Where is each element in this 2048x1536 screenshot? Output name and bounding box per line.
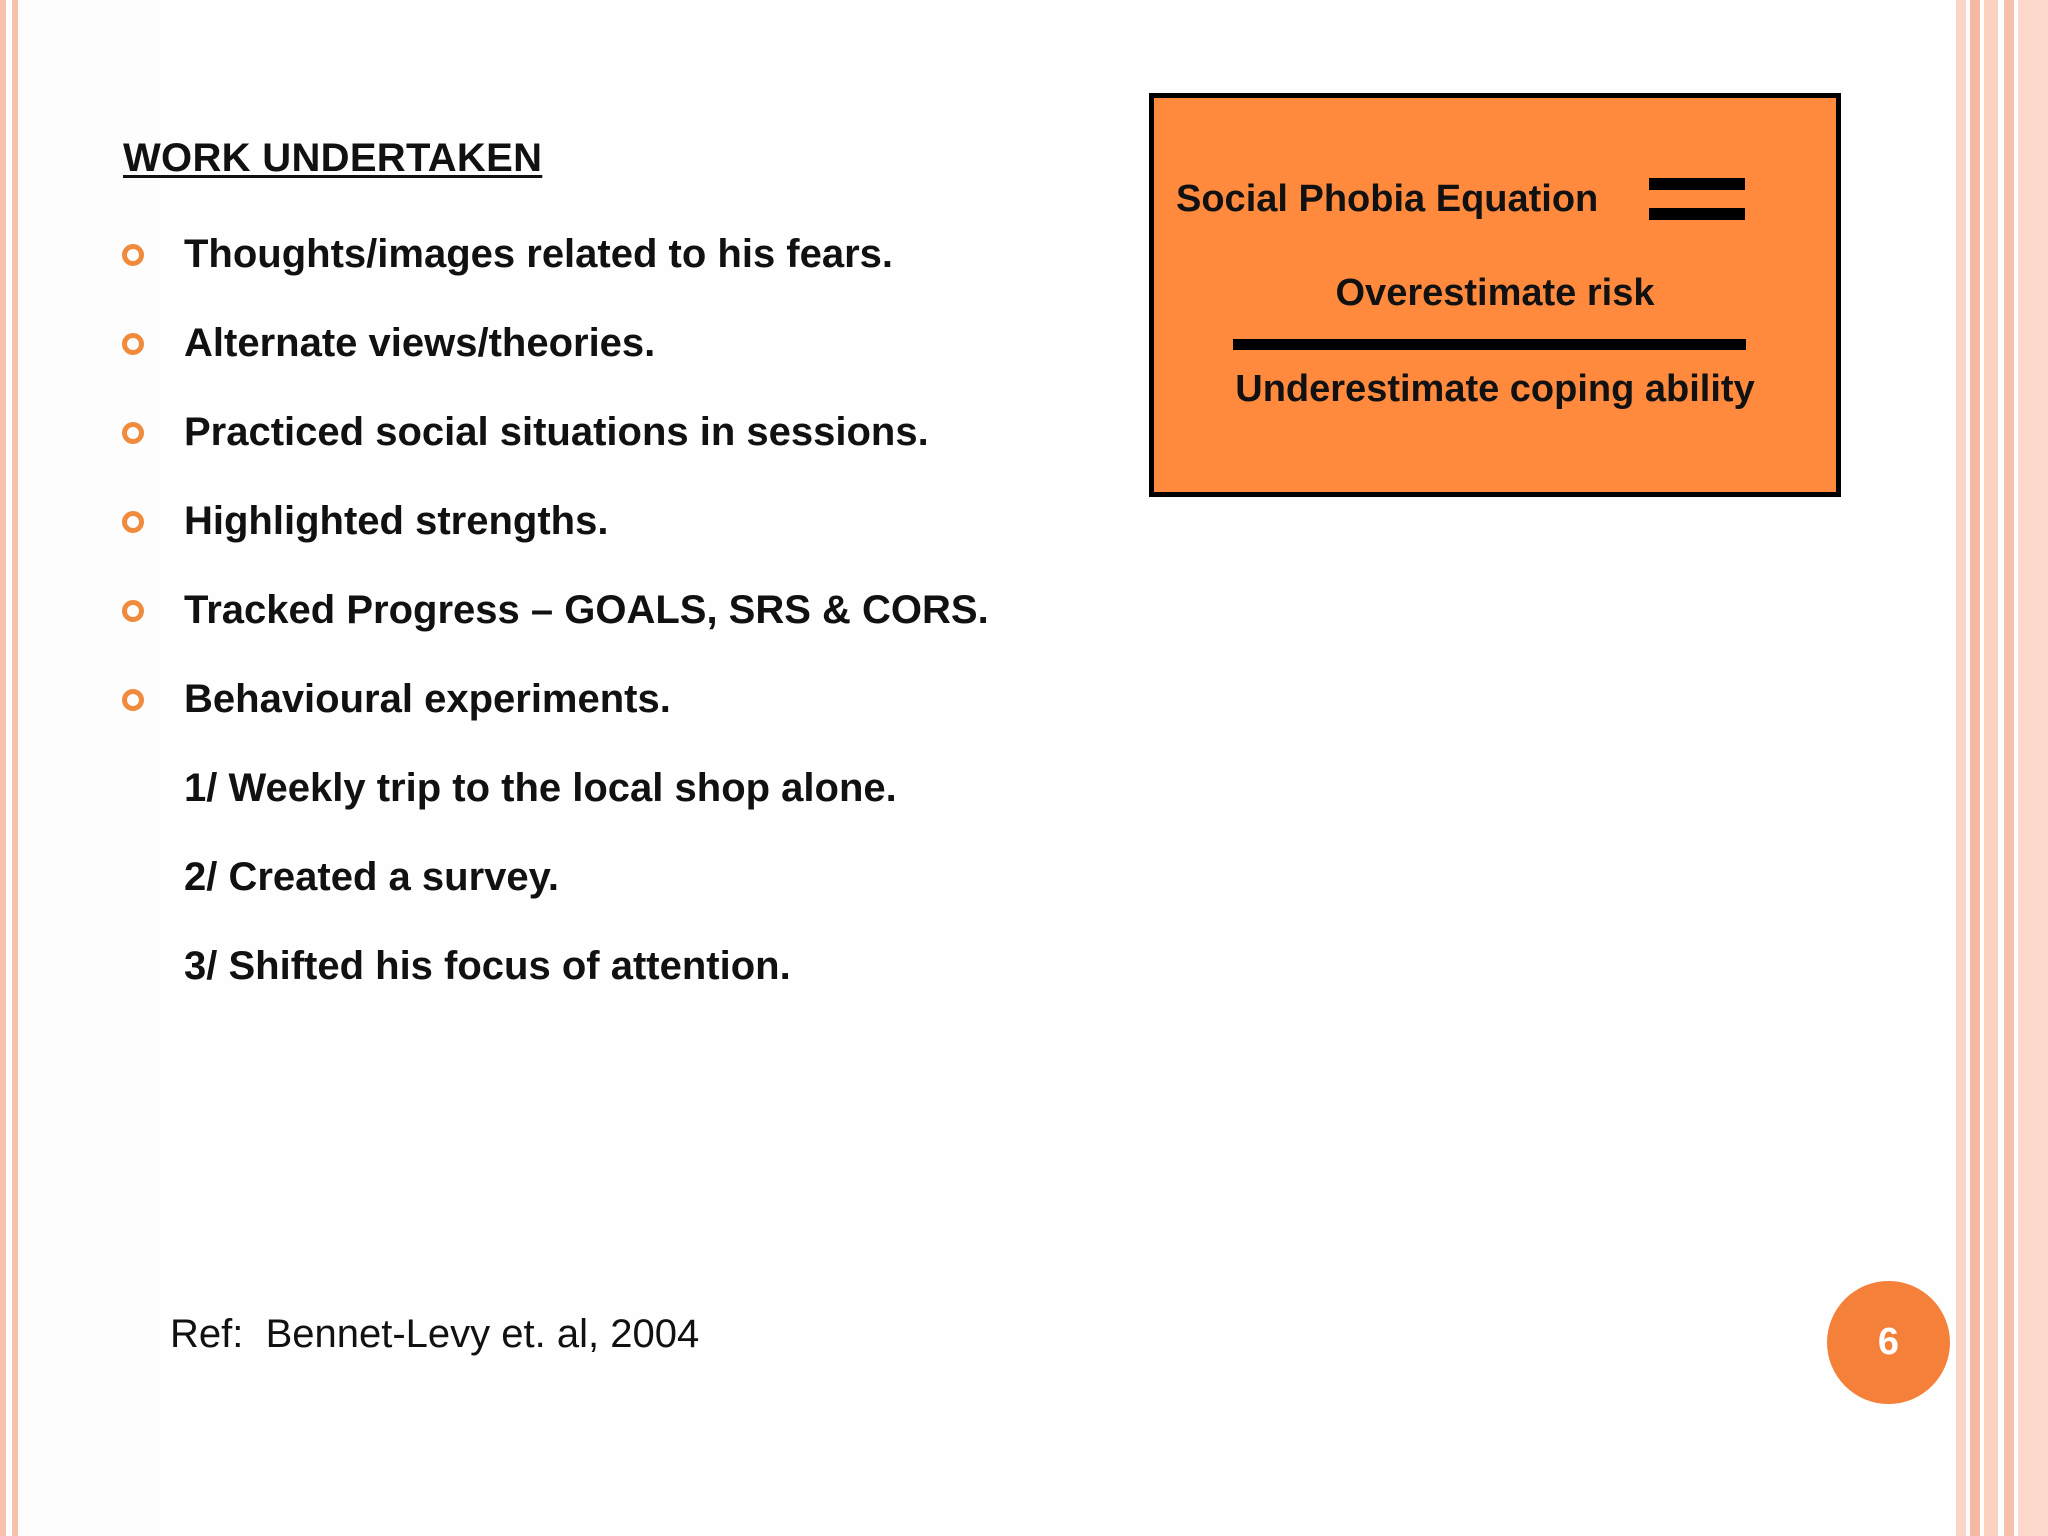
bullet-circle-icon: [122, 244, 144, 266]
sub-item: [122, 922, 989, 1011]
bullet-circle-icon: [122, 600, 144, 622]
right-border-stripe: [2004, 0, 2014, 1536]
bullet-item: [122, 388, 989, 477]
bullet-list: [122, 210, 989, 1011]
bullet-text: Alternate views/theories.: [184, 321, 656, 365]
bullet-item: [122, 477, 989, 566]
fraction-line: [1233, 339, 1746, 350]
bullet-text: Thoughts/images related to his fears.: [184, 232, 894, 276]
left-border-inner: [12, 0, 18, 1536]
bullet-circle-icon: [122, 689, 144, 711]
sub-item: [122, 833, 989, 922]
bullet-circle-icon: [122, 511, 144, 533]
equals-icon: [1649, 178, 1745, 224]
slide-title: WORK UNDERTAKEN: [123, 136, 543, 180]
reference-text: Ref: Bennet-Levy et. al, 2004: [170, 1312, 700, 1356]
sub-item-text: 3/ Shifted his focus of attention.: [184, 944, 791, 988]
right-border-stripe: [2018, 0, 2048, 1536]
bullet-circle-icon: [122, 333, 144, 355]
bullet-item: [122, 655, 989, 744]
bullet-item: [122, 210, 989, 299]
equation-numerator: Overestimate risk: [1335, 272, 1655, 314]
equation-denominator: Underestimate coping ability: [1235, 368, 1755, 410]
sub-item-text: 1/ Weekly trip to the local shop alone.: [184, 766, 897, 810]
sub-item: [122, 744, 989, 833]
bullet-item: [122, 299, 989, 388]
bullet-text: Tracked Progress – GOALS, SRS & CORS.: [184, 588, 989, 632]
right-border-stripe: [1956, 0, 1966, 1536]
bullet-text: Highlighted strengths.: [184, 499, 609, 543]
bullet-item: [122, 566, 989, 655]
bullet-circle-icon: [122, 422, 144, 444]
left-border-outer: [0, 0, 6, 1536]
right-border-stripe: [1984, 0, 1998, 1536]
right-border-stripe: [1970, 0, 1980, 1536]
equation-box: [1149, 93, 1841, 497]
page-number-badge: 6: [1827, 1281, 1950, 1404]
sub-item-text: 2/ Created a survey.: [184, 855, 560, 899]
bullet-text: Behavioural experiments.: [184, 677, 671, 721]
equation-title: Social Phobia Equation: [1176, 178, 1599, 220]
bullet-text: Practiced social situations in sessions.: [184, 410, 929, 454]
